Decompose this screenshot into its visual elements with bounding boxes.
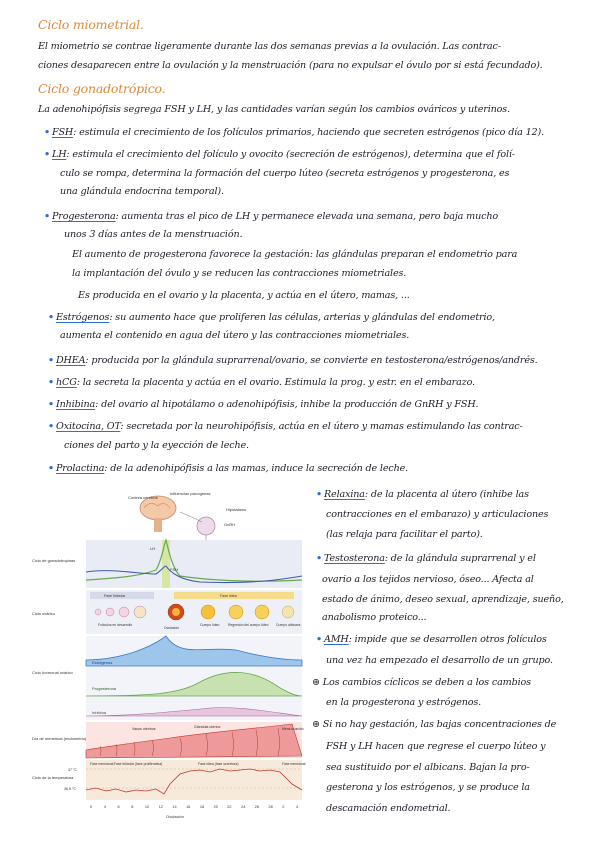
x-axis-label-ovulacion: Ovulación bbox=[166, 814, 184, 819]
temperature-panel bbox=[86, 760, 302, 800]
nota-2-line-3: sea sustituido por el albicans. Bajan la pro- bbox=[326, 762, 530, 773]
progesterona-item bbox=[44, 211, 498, 223]
dhea-text: : producida por la glándula suprarrenal/ovario, se convierte en testosterona/estrógenos/andrés. bbox=[85, 355, 538, 366]
hcg-term: hCG bbox=[55, 377, 77, 388]
hormone-panel bbox=[86, 636, 302, 720]
estrogenos-term: Estrógenos bbox=[55, 312, 110, 323]
inhibina-term: Inhibina bbox=[55, 399, 96, 410]
dhea-item bbox=[48, 355, 538, 367]
hcg-text: : la secreta la placenta y actúa en el ovario. Estimula la prog. y estr. en el embarazo. bbox=[76, 377, 475, 388]
label-glandula: Glándula uterina bbox=[194, 725, 221, 729]
label-influencias: Influencias psicógenas bbox=[170, 491, 211, 496]
oxitocina-term: Oxitocina, OT bbox=[55, 421, 121, 432]
temp-fase-2: Fase folicular (fase proliferativa) bbox=[114, 762, 163, 766]
bullet-icon: • bbox=[44, 149, 50, 160]
day-tick-label: 12 bbox=[158, 805, 163, 809]
bullet-icon: • bbox=[316, 489, 322, 500]
lh-cont-1: culo se rompa, determina la formación del cuerpo lúteo (secreta estrógenos y progesterona, es bbox=[60, 168, 510, 179]
inhibina-text: : del ovario al hipotálamo o adenohipófisis, inhibe la producción de GnRH y FSH. bbox=[95, 399, 479, 410]
ovulation-band bbox=[162, 540, 170, 588]
prolactina-item bbox=[48, 463, 408, 475]
label-corteza: Corteza cerebral bbox=[128, 495, 158, 500]
amh-line-1: : impide que se desarrollen otros folículos bbox=[348, 634, 547, 645]
day-tick-label: 0 bbox=[90, 805, 93, 809]
progesterona-cont-2: El aumento de progesterona favorece la gestación: las glándulas preparan el endometrio para bbox=[72, 249, 518, 260]
testosterona-line-2: ovario a los tejidos nervioso, óseo... Afecta al bbox=[322, 574, 534, 585]
nota-2-line-5: descamación endometrial. bbox=[326, 803, 451, 814]
day-tick-label: 28 bbox=[268, 805, 273, 809]
testosterona-line-4: anabolismo proteico... bbox=[322, 612, 427, 623]
bullet-icon: • bbox=[48, 312, 54, 323]
relaxina-line-2: contracciones en el embarazo) y articulaciones bbox=[326, 509, 549, 520]
label-hipotalamo: Hipotálamo bbox=[226, 507, 247, 512]
inhibina-item bbox=[48, 399, 478, 411]
progesterona-cont-4: Es producida en el ovario y la placenta, y actúa en el útero, mamas, ... bbox=[78, 290, 410, 301]
hormone-label-estrogenos: Estrógenos bbox=[92, 660, 113, 665]
nota-2-line-1: Si no hay gestación, las bajas concentraciones de bbox=[322, 719, 557, 730]
fsh-term: FSH bbox=[51, 127, 74, 138]
nota-2-line-2: FSH y LH hacen que regrese el cuerpo lúteo y bbox=[326, 741, 546, 752]
testosterona-line-3: estado de ánimo, deseo sexual, aprendizaje, sueño, bbox=[322, 594, 564, 605]
bullet-icon: • bbox=[48, 463, 54, 474]
day-tick-label: 14 bbox=[172, 805, 177, 809]
hcg-item bbox=[48, 377, 475, 389]
day-tick-label: 8 bbox=[131, 805, 134, 809]
bullet-icon: • bbox=[44, 127, 50, 138]
nota-1-line-2: en la progesterona y estrógenos. bbox=[326, 697, 482, 708]
temp-tick-37: 37 °C bbox=[68, 768, 78, 772]
temp-fase-1: Fase menstrual bbox=[90, 762, 114, 766]
relaxina-line-1: : de la placenta al útero (inhibe las bbox=[364, 489, 529, 500]
fase-lutea-label: Fase lútea bbox=[220, 594, 237, 598]
row-label-menstrual: Día de menstrual (endometrio) bbox=[32, 736, 87, 741]
testosterona-term: Testosterona bbox=[323, 553, 385, 564]
section-title-ciclo-miometrial: Ciclo miometrial. bbox=[38, 17, 144, 32]
hormone-label-inhibina: Inhibina bbox=[92, 710, 107, 715]
estrogenos-cont-1: aumenta el contenido en agua del útero y las contracciones miometriales. bbox=[60, 330, 410, 341]
day-tick-label: 22 bbox=[227, 805, 232, 809]
temp-fase-3: Fase lútea (fase secretora) bbox=[198, 762, 239, 766]
day-tick-label: 4 bbox=[103, 805, 106, 809]
bullet-icon: • bbox=[316, 634, 322, 645]
oxitocina-item bbox=[48, 421, 523, 433]
testosterona-item bbox=[316, 553, 536, 565]
relaxina-item bbox=[316, 489, 529, 501]
relaxina-line-3: (las relaja para facilitar el parto). bbox=[326, 529, 483, 540]
bullet-icon: • bbox=[44, 211, 50, 222]
label-gnrh: GnRH bbox=[224, 522, 236, 527]
day-tick-label: 26 bbox=[254, 805, 260, 809]
day-tick-label: 6 bbox=[117, 805, 120, 809]
lh-item bbox=[44, 149, 515, 161]
label-mens: Mens-truación bbox=[282, 727, 304, 731]
bullet-icon: • bbox=[316, 553, 322, 564]
prolactina-term: Prolactina bbox=[55, 463, 105, 474]
stage-label-albicans: Cuerpo albicans bbox=[276, 623, 301, 627]
stage-label-ovulacion: Ovulación bbox=[164, 626, 180, 630]
day-tick-label: 4 bbox=[296, 805, 299, 809]
cycle-diagram bbox=[30, 488, 306, 828]
progesterona-cont-1: unos 3 días antes de la menstruación. bbox=[64, 229, 243, 240]
lh-term: LH bbox=[51, 149, 67, 160]
oxitocina-cont-1: ciones del parto y la eyección de leche. bbox=[64, 440, 249, 451]
dhea-term: DHEA bbox=[55, 355, 86, 366]
bullet-icon: • bbox=[48, 355, 54, 366]
bullet-icon: • bbox=[48, 399, 54, 410]
nota-2 bbox=[312, 719, 556, 731]
curve-label-lh: LH bbox=[150, 546, 156, 551]
section-title-ciclo-gonadotropico: Ciclo gonadotrópico. bbox=[38, 81, 166, 96]
estrogenos-text: : su aumento hace que proliferen las células, arterias y glándulas del endometrio, bbox=[109, 312, 495, 323]
estrogenos-item bbox=[48, 312, 495, 324]
lh-cont-2: una glándula endocrina temporal). bbox=[60, 186, 224, 197]
stage-label-foliculos: Folículos en desarrollo bbox=[98, 623, 133, 627]
stage-label-cuerpo-luteo: Cuerpo lúteo bbox=[200, 623, 220, 627]
day-axis bbox=[90, 805, 298, 809]
fsh-text: : estimula el crecimiento de los folículos primarios, haciendo que secreten estrógenos (pico día 12). bbox=[73, 127, 544, 138]
day-tick-label: 2 bbox=[282, 805, 285, 809]
nota-1-line-1: Los cambios cíclicos se deben a los cambios bbox=[322, 677, 531, 688]
temp-tick-365: 36.5 °C bbox=[64, 787, 77, 791]
progesterona-cont-3: la implantación del óvulo y se reducen las contracciones miometriales. bbox=[72, 268, 407, 279]
stage-label-regresion: Regresión del cuerpo lúteo bbox=[228, 623, 269, 627]
fsh-item bbox=[44, 127, 544, 139]
row-label-hormonal: Ciclo hormonal ovárico bbox=[32, 670, 73, 675]
progesterona-text: : aumenta tras el pico de LH y permanece elevada una semana, pero baja mucho bbox=[115, 211, 499, 222]
day-tick-label: 24 bbox=[241, 805, 246, 809]
oxitocina-text: : secretada por la neurohipófisis, actúa en el útero y mamas estimulando las contrac- bbox=[120, 421, 523, 432]
asterisk-circle-icon: ⊛ bbox=[312, 677, 320, 688]
asterisk-circle-icon: ⊛ bbox=[312, 719, 320, 730]
lh-text: : estimula el crecimiento del folículo y ovocito (secreción de estrógenos), determina que el folí- bbox=[66, 149, 515, 160]
temp-fase-4: Fase menstrual bbox=[282, 762, 306, 766]
progesterona-term: Progesterona bbox=[51, 211, 116, 222]
row-label-temperatura: Ciclo de la temperatura bbox=[32, 775, 74, 780]
miometrial-line-1: El miometrio se contrae ligeramente durante las dos semanas previas a la ovulación. Las contrac- bbox=[38, 41, 501, 52]
miometrial-line-2: ciones desaparecen entre la ovulación y la menstruación (para no expulsar el óvulo por si está fecundado). bbox=[38, 60, 543, 71]
fase-folicular-label: Fase folicular bbox=[104, 594, 126, 598]
nota-2-line-4: gesterona y los estrógenos, y se produce la bbox=[326, 782, 530, 793]
bullet-icon: • bbox=[48, 377, 54, 388]
gonadotropico-intro: La adenohipófisis segrega FSH y LH, y las cantidades varían según los cambios ováricos y uterinos. bbox=[38, 104, 510, 115]
row-label-ovarico: Ciclo ovárico bbox=[32, 611, 55, 616]
amh-line-2: una vez ha empezado el desarrollo de un grupo. bbox=[326, 655, 553, 666]
day-tick-label: 16 bbox=[186, 805, 191, 809]
day-tick-label: 18 bbox=[199, 805, 205, 809]
testosterona-line-1: : de la glándula suprarrenal y el bbox=[384, 553, 536, 564]
nota-1 bbox=[312, 677, 531, 689]
label-vasos: Vasos uterinos bbox=[132, 727, 156, 731]
hormone-label-progesterona: Progesterona bbox=[92, 686, 117, 691]
amh-term: AMH bbox=[323, 634, 349, 645]
curve-label-fsh: FSH bbox=[170, 567, 178, 572]
day-tick-label: 20 bbox=[213, 805, 218, 809]
relaxina-term: Relaxina bbox=[323, 489, 365, 500]
bullet-icon: • bbox=[48, 421, 54, 432]
row-label-gonadotropico: Ciclo de gonadotropinas bbox=[32, 558, 76, 563]
amh-item bbox=[316, 634, 547, 646]
prolactina-text: : de la adenohipófisis a las mamas, induce la secreción de leche. bbox=[104, 463, 409, 474]
menstrual-cycle-figure bbox=[30, 488, 306, 828]
day-tick-label: 10 bbox=[144, 805, 150, 809]
